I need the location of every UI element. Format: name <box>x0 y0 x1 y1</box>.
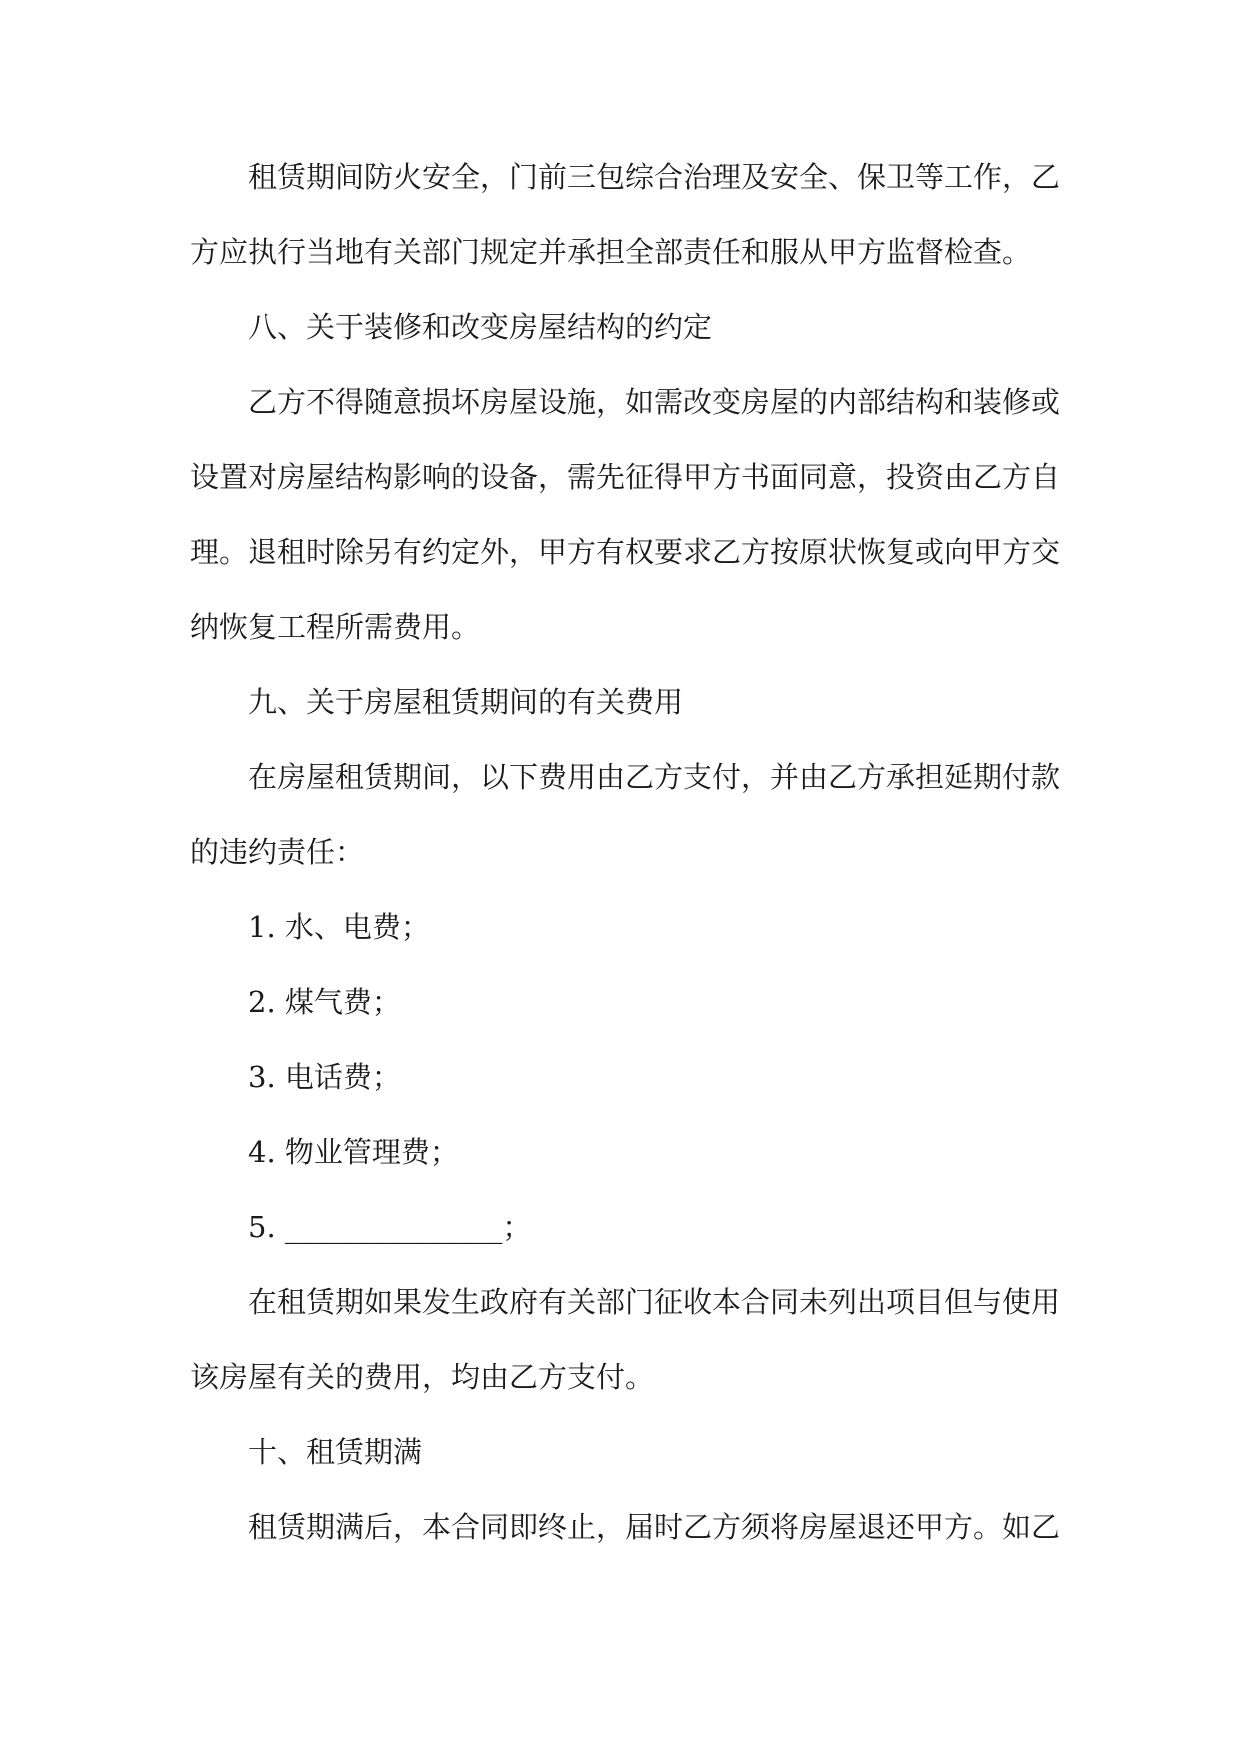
list-item-property-management: 4. 物业管理费； <box>248 1135 459 1169</box>
list-item-telephone: 3. 电话费； <box>248 1060 401 1094</box>
paragraph-fees-intro: 在房屋租赁期间，以下费用由乙方支付，并由乙方承担延期付款的违约责任： <box>190 760 1061 869</box>
document-body <box>190 140 1060 1565</box>
heading-section-8: 八、关于装修和改变房屋结构的约定 <box>248 310 713 344</box>
heading-section-9: 九、关于房屋租赁期间的有关费用 <box>248 685 684 719</box>
paragraph-fire-safety: 租赁期间防火安全，门前三包综合治理及安全、保卫等工作，乙方应执行当地有关部门规定并承担全部责任和服从甲方监督检查。 <box>190 160 1061 269</box>
heading-section-10: 十、租赁期满 <box>248 1435 423 1469</box>
paragraph-government-fees: 在租赁期如果发生政府有关部门征收本合同未列出项目但与使用该房屋有关的费用，均由乙方支付。 <box>190 1285 1061 1394</box>
paragraph-lease-expiry: 租赁期满后，本合同即终止，届时乙方须将房屋退还甲方。如乙 <box>248 1510 1061 1544</box>
list-item-gas: 2. 煤气费； <box>248 985 401 1019</box>
list-item-water-electricity: 1. 水、电费； <box>248 910 430 944</box>
list-item-blank: 5. _______________； <box>248 1210 532 1244</box>
paragraph-renovation: 乙方不得随意损坏房屋设施，如需改变房屋的内部结构和装修或设置对房屋结构影响的设备，需先征得甲方书面同意，投资由乙方自理。退租时除另有约定外，甲方有权要求乙方按原状恢复或向甲方交纳恢复工程所需费用。 <box>190 385 1061 644</box>
